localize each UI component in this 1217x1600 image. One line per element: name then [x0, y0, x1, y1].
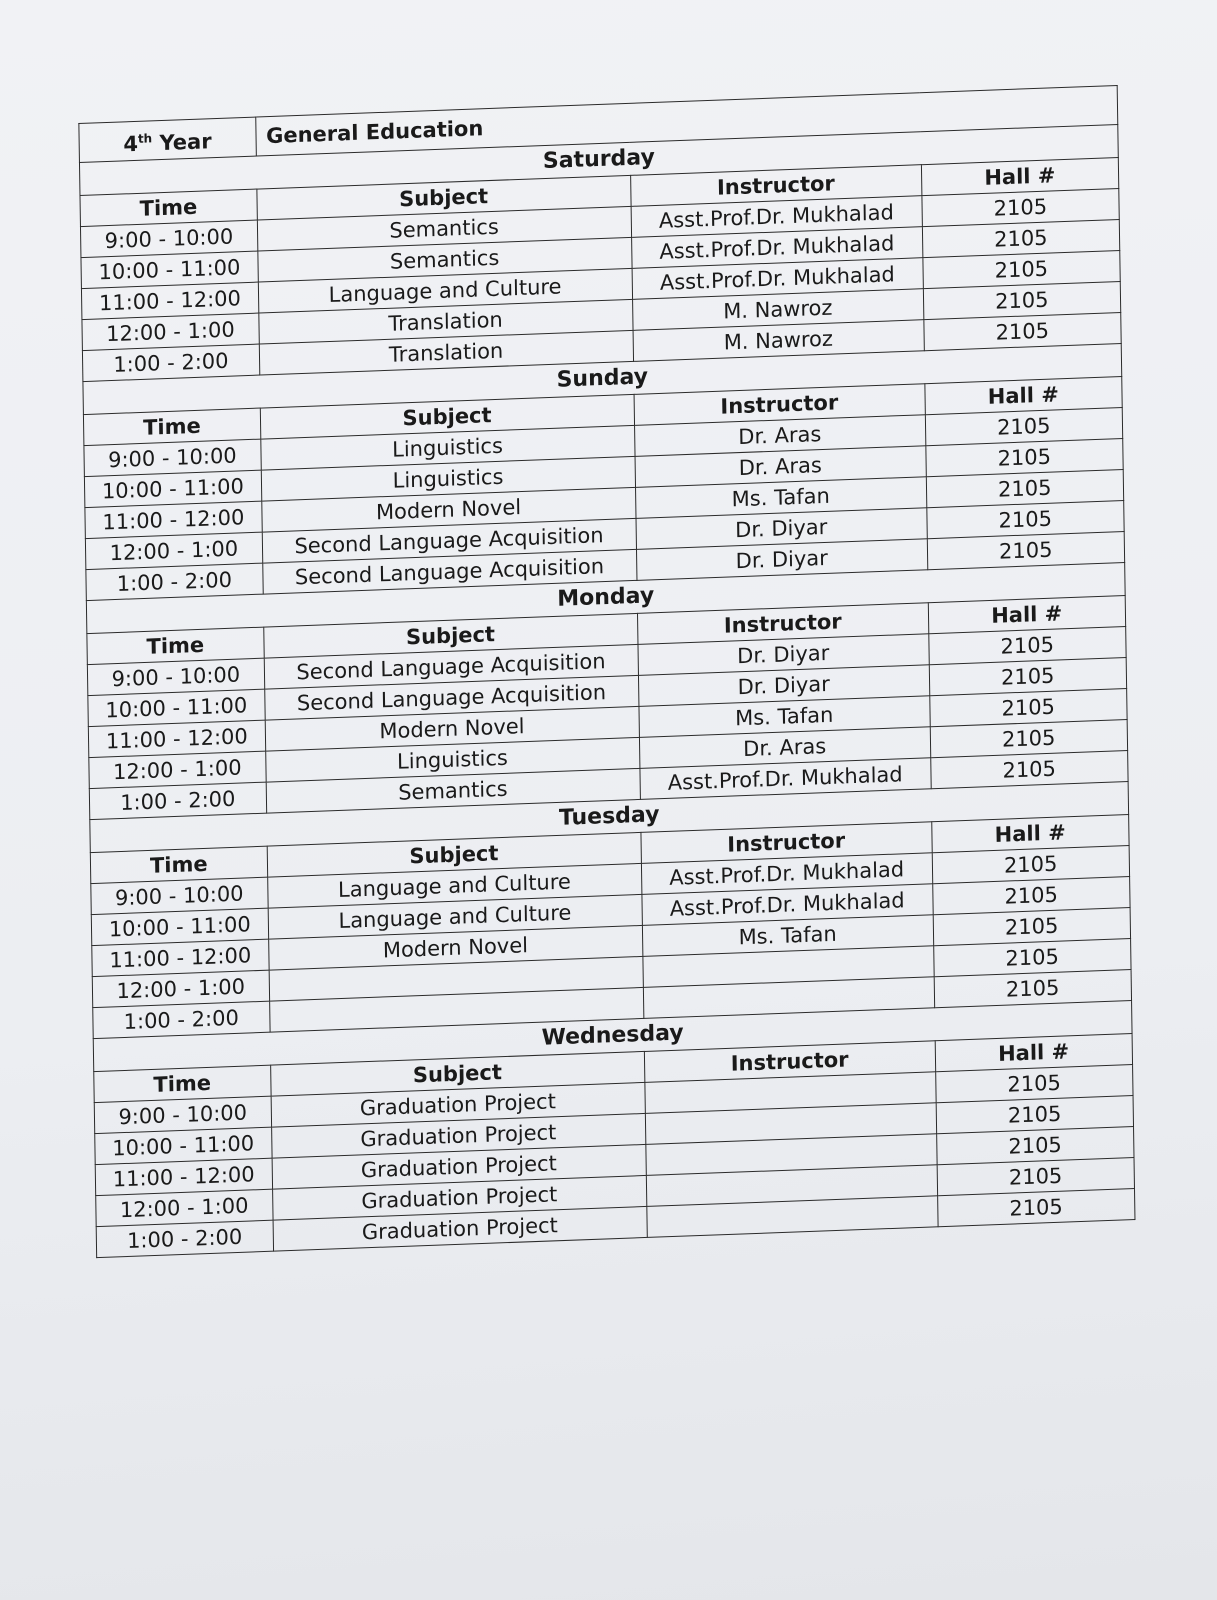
subject-cell: Linguistics: [265, 737, 639, 782]
subject-cell: Language and Culture: [258, 268, 632, 313]
schedule-sheet: [78, 85, 1135, 1258]
instructor-cell: M. Nawroz: [633, 320, 924, 362]
time-cell: 9:00 - 10:00: [84, 439, 261, 476]
subject-cell: Semantics: [266, 768, 640, 813]
time-cell: 9:00 - 10:00: [87, 658, 264, 695]
time-cell: 1:00 - 2:00: [93, 1001, 270, 1038]
instructor-cell: Asst.Prof.Dr. Mukhalad: [631, 227, 922, 269]
column-header-time: Time: [90, 846, 267, 883]
hall-cell: 2105: [935, 1065, 1133, 1103]
instructor-cell: Dr. Aras: [634, 415, 925, 457]
subject-cell: Semantics: [257, 206, 631, 251]
hall-cell: 2105: [925, 438, 1123, 476]
subject-cell: Second Language Acquisition: [262, 518, 636, 563]
subject-cell: Language and Culture: [268, 894, 642, 939]
hall-cell: 2105: [932, 846, 1130, 884]
subject-cell: Second Language Acquisition: [264, 675, 638, 720]
time-cell: 12:00 - 1:00: [92, 970, 269, 1007]
instructor-cell: Dr. Diyar: [638, 634, 929, 676]
instructor-cell: Asst.Prof.Dr. Mukhalad: [641, 853, 932, 895]
year-cell: [79, 117, 256, 162]
hall-cell: 2105: [933, 908, 1131, 946]
time-cell: 11:00 - 12:00: [85, 501, 262, 538]
instructor-cell: M. Nawroz: [632, 289, 923, 331]
hall-cell: 2105: [923, 312, 1121, 350]
column-header-time: Time: [94, 1065, 271, 1102]
hall-cell: 2105: [936, 1096, 1134, 1134]
hall-cell: 2105: [922, 250, 1120, 288]
time-cell: 11:00 - 12:00: [88, 720, 265, 757]
subject-cell: Second Language Acquisition: [264, 644, 638, 689]
instructor-cell: Ms. Tafan: [639, 696, 930, 738]
hall-cell: 2105: [929, 689, 1127, 727]
time-cell: 10:00 - 11:00: [84, 470, 261, 507]
year-word: Year: [159, 128, 212, 155]
time-cell: 11:00 - 12:00: [95, 1158, 272, 1195]
hall-cell: 2105: [921, 188, 1119, 226]
instructor-cell: Ms. Tafan: [635, 477, 926, 519]
column-header-hall: Hall #: [928, 596, 1126, 634]
hall-cell: 2105: [928, 627, 1126, 665]
subject-cell: Graduation Project: [272, 1175, 646, 1220]
instructor-cell: Asst.Prof.Dr. Mukhalad: [640, 758, 931, 800]
hall-cell: 2105: [930, 751, 1128, 789]
hall-cell: 2105: [922, 219, 1120, 257]
time-cell: 10:00 - 11:00: [95, 1127, 272, 1164]
time-cell: 11:00 - 12:00: [81, 282, 258, 319]
hall-cell: 2105: [929, 658, 1127, 696]
instructor-cell: Dr. Diyar: [636, 539, 927, 581]
subject-cell: Translation: [259, 330, 633, 375]
hall-cell: 2105: [923, 281, 1121, 319]
column-header-instructor: Instructor: [634, 384, 925, 426]
hall-cell: 2105: [930, 720, 1128, 758]
time-cell: 11:00 - 12:00: [92, 939, 269, 976]
subject-cell: Graduation Project: [272, 1144, 646, 1189]
instructor-cell: Ms. Tafan: [642, 915, 933, 957]
subject-cell: Linguistics: [261, 456, 635, 501]
time-cell: 10:00 - 11:00: [91, 908, 268, 945]
column-header-hall: Hall #: [935, 1034, 1133, 1072]
year-suffix: th: [137, 130, 153, 146]
instructor-cell: Dr. Aras: [635, 446, 926, 488]
time-cell: 10:00 - 11:00: [81, 251, 258, 288]
day-name: Tuesday: [90, 782, 1129, 853]
hall-cell: 2105: [925, 407, 1123, 445]
column-header-instructor: Instructor: [630, 165, 921, 207]
hall-cell: 2105: [926, 501, 1124, 539]
time-cell: 1:00 - 2:00: [89, 782, 266, 819]
column-header-time: Time: [80, 189, 257, 226]
instructor-cell: Asst.Prof.Dr. Mukhalad: [631, 196, 922, 238]
column-header-subject: Subject: [263, 613, 637, 658]
instructor-cell: Dr. Diyar: [638, 665, 929, 707]
time-cell: 12:00 - 1:00: [85, 532, 262, 569]
column-header-instructor: Instructor: [644, 1041, 935, 1083]
day-name: Sunday: [83, 343, 1122, 414]
subject-cell: Graduation Project: [271, 1082, 645, 1127]
column-header-hall: Hall #: [931, 815, 1129, 853]
hall-cell: 2105: [932, 877, 1130, 915]
day-name: Saturday: [79, 124, 1118, 195]
column-header-time: Time: [87, 627, 264, 664]
time-cell: 1:00 - 2:00: [96, 1220, 273, 1257]
instructor-cell: Asst.Prof.Dr. Mukhalad: [632, 258, 923, 300]
hall-cell: 2105: [937, 1189, 1135, 1227]
instructor-cell: Asst.Prof.Dr. Mukhalad: [642, 884, 933, 926]
time-cell: 9:00 - 10:00: [94, 1096, 271, 1133]
subject-cell: Graduation Project: [271, 1113, 645, 1158]
column-header-instructor: Instructor: [637, 603, 928, 645]
subject-cell: Semantics: [257, 237, 631, 282]
column-header-subject: Subject: [267, 832, 641, 877]
hall-cell: 2105: [926, 470, 1124, 508]
time-cell: 1:00 - 2:00: [82, 344, 259, 381]
column-header-time: Time: [83, 408, 260, 445]
time-cell: 10:00 - 11:00: [88, 689, 265, 726]
time-cell: 12:00 - 1:00: [89, 751, 266, 788]
column-header-hall: Hall #: [924, 376, 1122, 414]
subject-cell: Modern Novel: [268, 925, 642, 970]
hall-cell: 2105: [927, 532, 1125, 570]
year-number: 4: [123, 131, 139, 156]
column-header-subject: Subject: [256, 175, 630, 220]
subject-cell: Translation: [258, 299, 632, 344]
schedule-table: [78, 85, 1135, 1258]
day-name: Wednesday: [93, 1001, 1132, 1072]
column-header-subject: Subject: [260, 394, 634, 439]
subject-cell: Modern Novel: [261, 487, 635, 532]
time-cell: 9:00 - 10:00: [91, 877, 268, 914]
column-header-instructor: Instructor: [641, 822, 932, 864]
hall-cell: 2105: [936, 1127, 1134, 1165]
time-cell: 1:00 - 2:00: [86, 563, 263, 600]
time-cell: 12:00 - 1:00: [96, 1189, 273, 1226]
column-header-subject: Subject: [270, 1051, 644, 1096]
day-name: Monday: [86, 563, 1125, 634]
program-cell: General Education: [255, 85, 1117, 156]
hall-cell: 2105: [937, 1158, 1135, 1196]
subject-cell: Second Language Acquisition: [262, 549, 636, 594]
time-cell: 12:00 - 1:00: [82, 313, 259, 350]
column-header-hall: Hall #: [921, 157, 1119, 195]
instructor-cell: Dr. Aras: [639, 727, 930, 769]
hall-cell: 2105: [933, 939, 1131, 977]
subject-cell: Graduation Project: [273, 1206, 647, 1251]
subject-cell: Modern Novel: [265, 706, 639, 751]
subject-cell: Language and Culture: [267, 863, 641, 908]
subject-cell: Linguistics: [260, 425, 634, 470]
time-cell: 9:00 - 10:00: [80, 220, 257, 257]
hall-cell: 2105: [934, 970, 1132, 1008]
instructor-cell: Dr. Diyar: [636, 508, 927, 550]
